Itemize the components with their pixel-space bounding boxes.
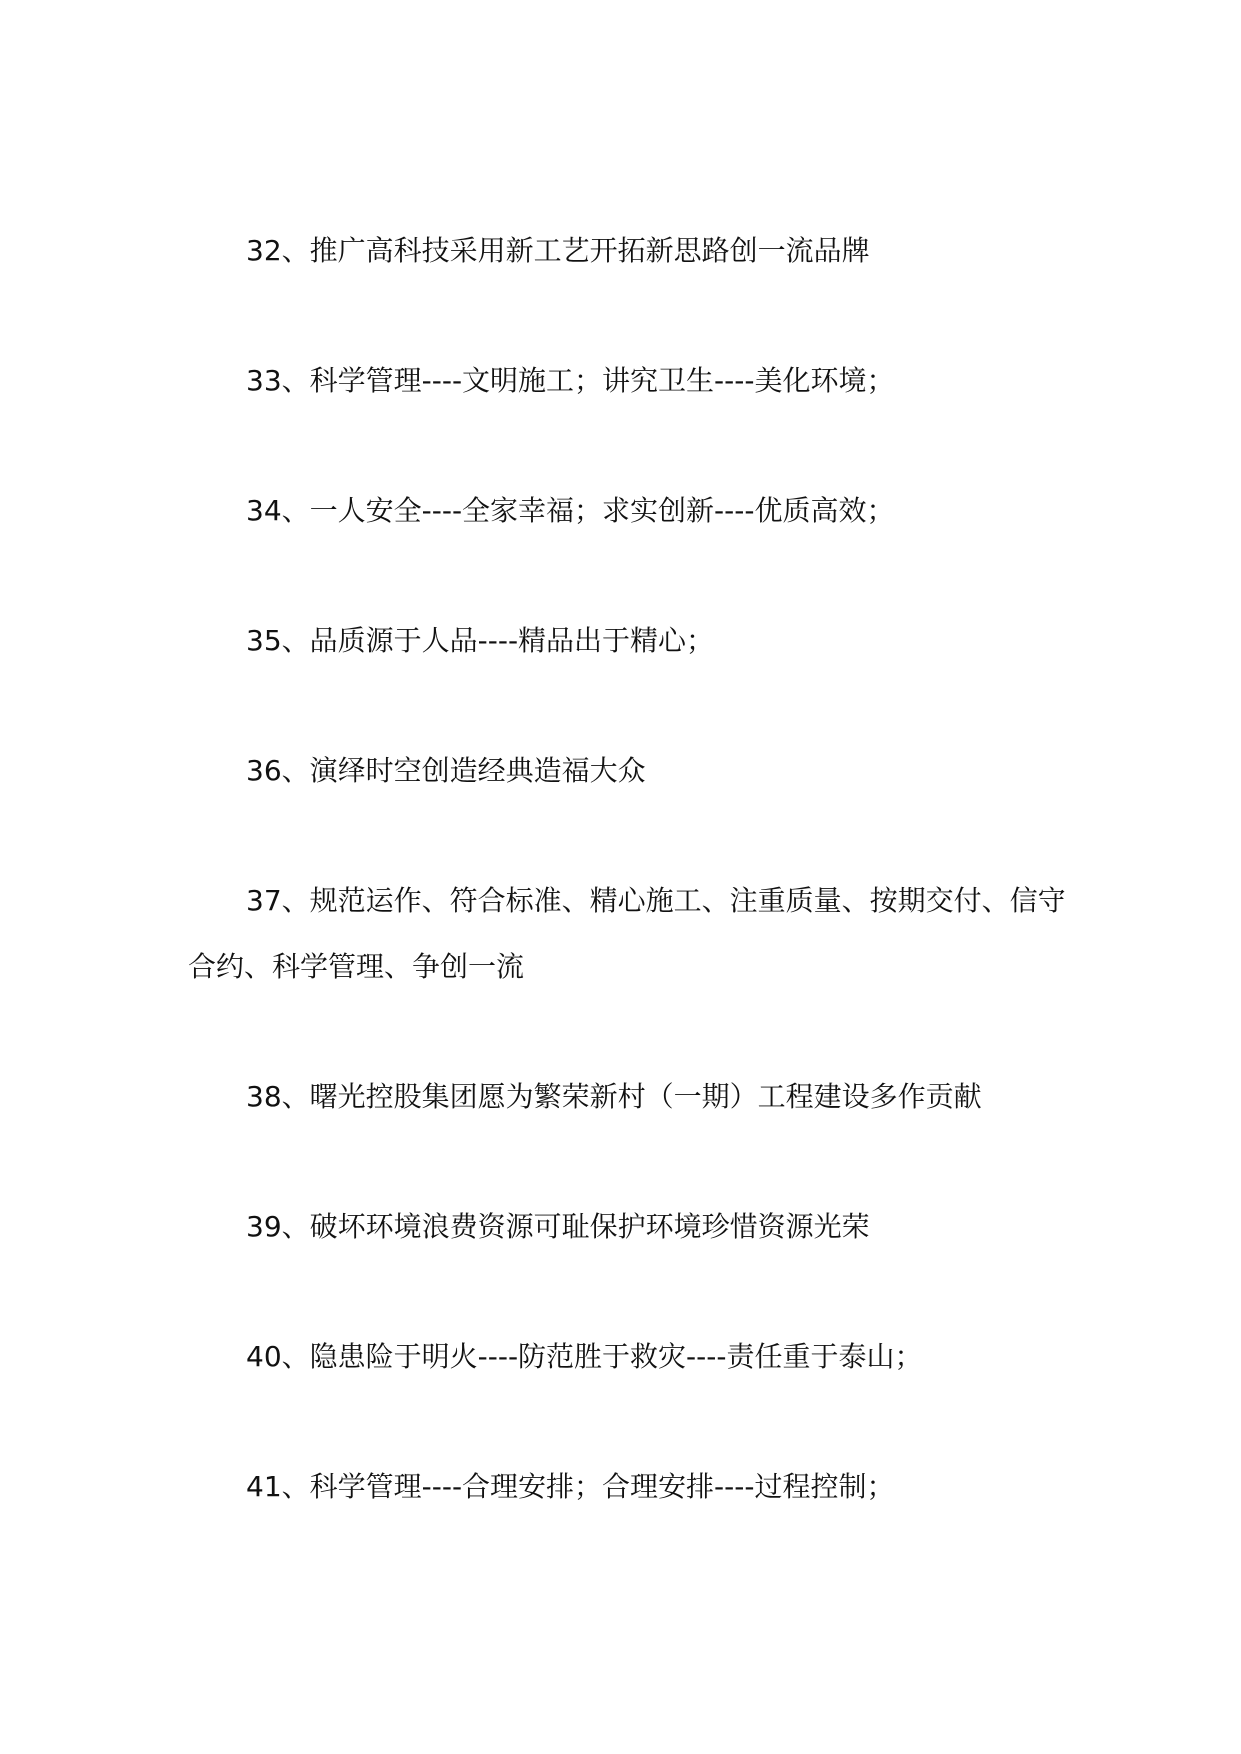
slogan-39: 39、破坏环境浪费资源可耻保护环境珍惜资源光荣: [246, 1210, 870, 1243]
slogan-38: 38、曙光控股集团愿为繁荣新村（一期）工程建设多作贡献: [246, 1080, 982, 1113]
slogan-32: 32、推广高科技采用新工艺开拓新思路创一流品牌: [246, 234, 870, 267]
slogan-33: 33、科学管理----文明施工；讲究卫生----美化环境；: [246, 364, 895, 397]
slogan-41: 41、科学管理----合理安排；合理安排----过程控制；: [246, 1470, 895, 1503]
slogan-36: 36、演绎时空创造经典造福大众: [246, 754, 646, 787]
slogan-37: 37、规范运作、符合标准、精心施工、注重质量、按期交付、信守合约、科学管理、争创一流: [188, 884, 1066, 983]
slogan-34: 34、一人安全----全家幸福；求实创新----优质高效；: [246, 494, 895, 527]
slogan-35: 35、品质源于人品----精品出于精心；: [246, 624, 715, 657]
slogan-40: 40、隐患险于明火----防范胜于救灾----责任重于泰山；: [246, 1340, 923, 1373]
